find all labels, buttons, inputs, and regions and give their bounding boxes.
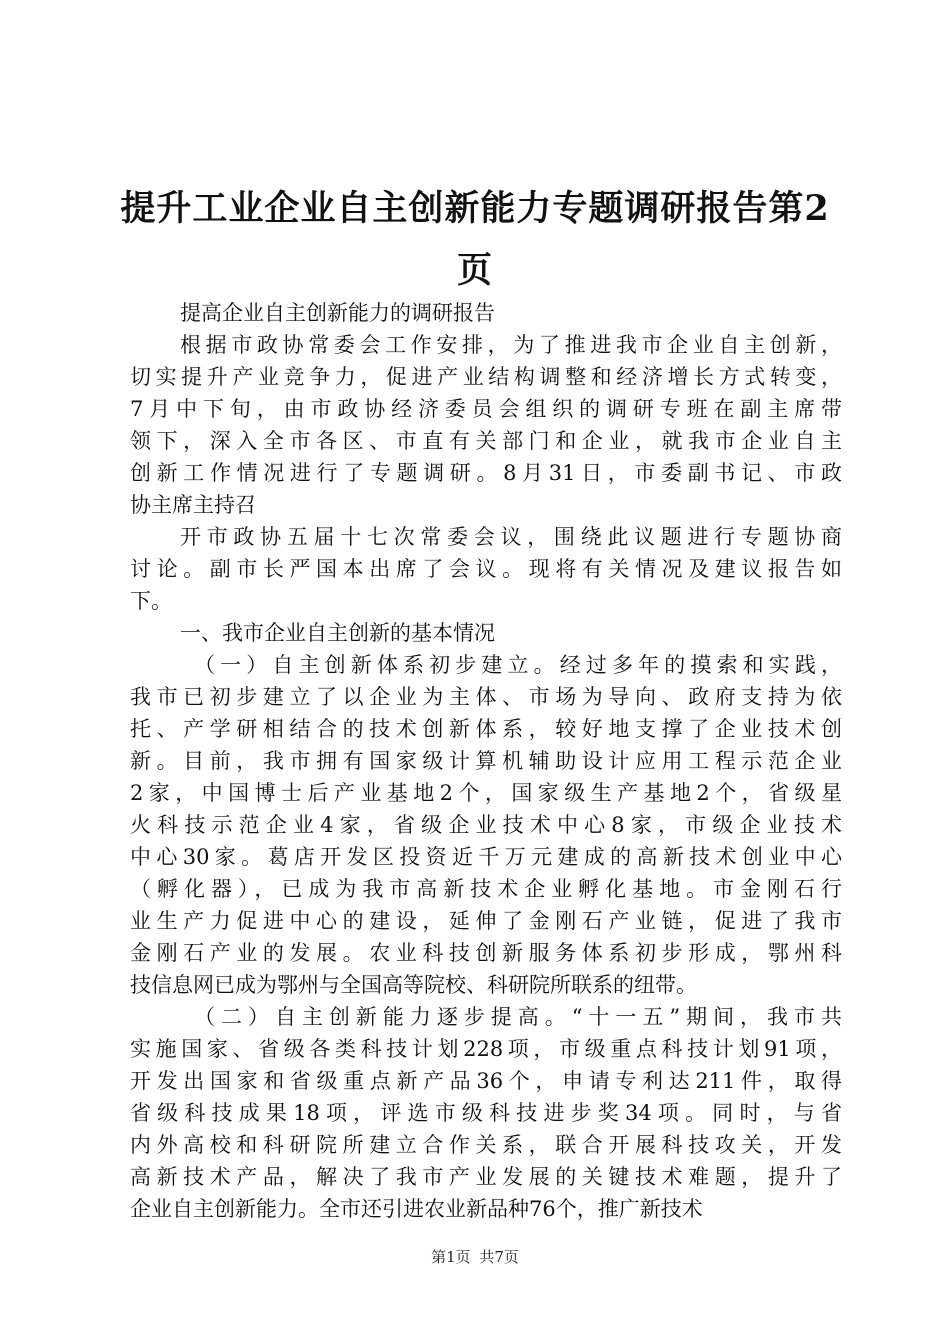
document-title-line-2: 页 [456,250,493,291]
paragraph-line: 开发出国家和省级重点新产品36个，申请专利达211件，取得 [130,1069,842,1093]
paragraph-line: 提高企业自主创新能力的调研报告 [180,301,495,325]
paragraph [130,617,842,649]
paragraph [130,649,842,1001]
page-total: 共7页 [479,1248,519,1266]
paragraph-line: （一）自主创新体系初步建立。经过多年的摸索和实践， [194,653,842,677]
page-footer [0,1247,950,1267]
paragraph-line: 火科技示范企业4家，省级企业技术中心8家，市级企业技术 [130,813,842,837]
paragraph [130,1001,842,1225]
paragraph-line: 企业自主创新能力。全市还引进农业新品种76个，推广新技术 [130,1197,703,1221]
paragraph [130,297,842,329]
document-body [130,297,842,1225]
page-number: 第1页 [431,1248,471,1266]
paragraph-line: 业生产力促进中心的建设，延伸了金刚石产业链，促进了我市 [130,909,842,933]
paragraph-line: 一、我市企业自主创新的基本情况 [180,621,495,645]
paragraph-line: 创新工作情况进行了专题调研。8月31日，市委副书记、市政 [130,461,842,485]
paragraph-line: 切实提升产业竞争力，促进产业结构调整和经济增长方式转变， [130,365,842,389]
paragraph-line: 我市已初步建立了以企业为主体、市场为导向、政府支持为依 [130,685,842,709]
document-title-line-1: 提升工业企业自主创新能力专题调研报告第2 [120,188,830,229]
paragraph-line: （二）自主创新能力逐步提高。“十一五”期间，我市共 [194,1005,842,1029]
paragraph [130,329,842,521]
paragraph-line: 中心30家。葛店开发区投资近千万元建成的高新技术创业中心 [130,845,842,869]
paragraph-line: 协主席主持召 [130,493,256,517]
paragraph-line: 实施国家、省级各类科技计划228项，市级重点科技计划91项， [130,1037,842,1061]
paragraph-line: 省级科技成果18项，评选市级科技进步奖34项。同时，与省 [130,1101,842,1125]
paragraph-line: 7月中下旬，由市政协经济委员会组织的调研专班在副主席带 [130,397,842,421]
paragraph-line: 下。 [130,589,172,613]
paragraph-line: 2家，中国博士后产业基地2个，国家级生产基地2个，省级星 [130,781,842,805]
paragraph-line: 开市政协五届十七次常委会议，围绕此议题进行专题协商 [180,525,842,549]
paragraph-line: 托、产学研相结合的技术创新体系，较好地支撑了企业技术创 [130,717,842,741]
paragraph-line: 金刚石产业的发展。农业科技创新服务体系初步形成，鄂州科 [130,941,842,965]
paragraph-line: （孵化器），已成为我市高新技术企业孵化基地。市金刚石行 [130,877,842,901]
paragraph-line: 内外高校和科研院所建立合作关系，联合开展科技攻关，开发 [130,1133,842,1157]
paragraph-line: 根据市政协常委会工作安排，为了推进我市企业自主创新， [180,333,842,357]
paragraph [130,521,842,617]
paragraph-line: 新。目前，我市拥有国家级计算机辅助设计应用工程示范企业 [130,749,842,773]
paragraph-line: 高新技术产品，解决了我市产业发展的关键技术难题，提升了 [130,1165,842,1189]
paragraph-line: 讨论。副市长严国本出席了会议。现将有关情况及建议报告如 [130,557,842,581]
document-title [110,178,840,302]
paragraph-line: 领下，深入全市各区、市直有关部门和企业，就我市企业自主 [130,429,842,453]
paragraph-line: 技信息网已成为鄂州与全国高等院校、科研院所联系的纽带。 [130,973,697,997]
